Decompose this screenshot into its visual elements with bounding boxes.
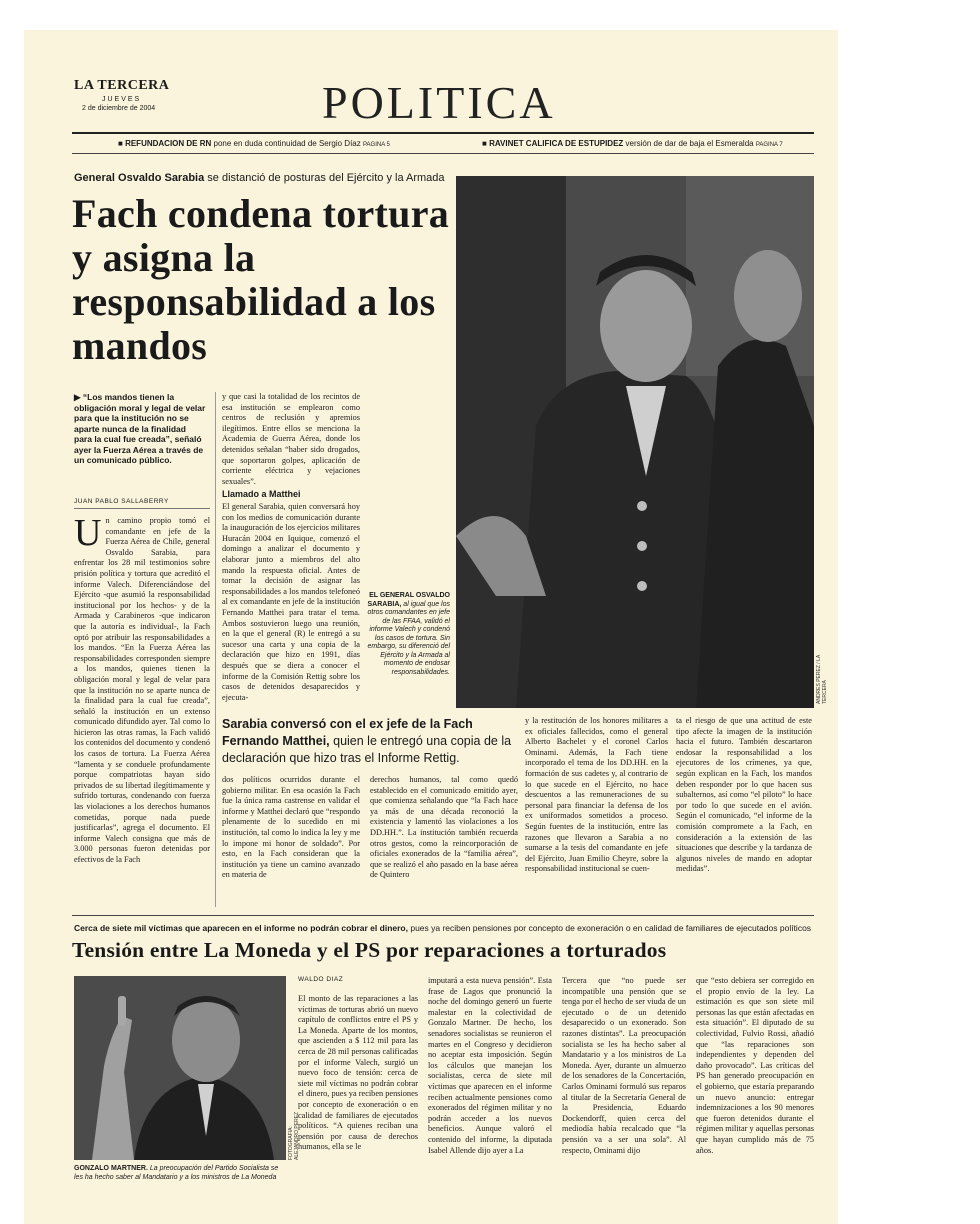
second-column-4: que “esto debiera ser corregido en el propio envío de la ley. La estimación es que son siete mil personas las que están afectadas en esta situación”. El diputado de su colectividad, Fulvio Rossi, añadió que “las reparaciones son independientes y dependen del daño provocado”. Las críticas del PS han generado preocupación en el gobierno, que estaría preparando un nuevo anuncio: entregar indemnizaciones a los 90 menores que fueron detenidos durante el régimen militar y aquellas personas que hayan cumplido más de 75 años. [696,976,814,1155]
photo-caption-text: al igual que los otros comandantes en jefe de las FFAA, validó el informe Valech y condenó los casos de tortura. Sin embargo, su diferenció del Ejército y la Armada al momento de endosar responsabilidades. [367,600,450,676]
teaser-bullet-icon: ■ [118,139,126,148]
pull-quote-rest: quien le entregó una copia de la declaración que hizo tras el Informe Rettig. [222,734,512,765]
main-kicker [74,172,445,184]
teaser-left-page: PAGINA 5 [362,142,390,148]
photo2-illustration [74,976,286,1160]
main-column-2a: y que casi la totalidad de los recintos de esa institución se emplearon como centros de reclusión y apremios ilegítimos. Entre ellos se menciona la Academia de Guerra Aérea, donde los detenidos señalan “haber sido drogados, que soportaron golpes, aplicación de corriente eléctrica y vejaciones sexuales”. [222,392,360,486]
main-column-2b: El general Sarabia, quien conversará hoy con los medios de comunicación durante la inauguración de los ejercicios militares Huracán 2004 en Iquique, comenzó el domingo a analizar el documento y elaborar junto a miembros del alto mando la respuesta oficial. Antes de tomar la decisión de asignar las responsabilidades a los mandos telefoneó al ex comandante en jefe de la institución Fernando Matthei para tratar el tema. Ambos sostuvieron luego una reunión, en la que el general (R) le entregó a su sucesor una carta y una copia de la declaración que hizo en 1991, días después que se diera a conocer el informe de la Comisión Rettig sobre los casos de detenidos desaparecidos y ejecuta- [222,502,360,702]
second-column-2: imputará a esta nueva pensión”. Esta frase de Lagos que pronunció la noche del domingo generó un fuerte malestar en la colectividad de Gonzalo Martner. De hecho, los senadores socialistas se reunieron el martes en el Congreso y decidieron no aceptar esta imposición. Según los cálculos que manejan los socialistas, cerca de siete mil víctimas que aparecen en el informe reciben actualmente pensiones como exonerados del régimen militar y no podrán acceder a los nuevos beneficios. Aunque valoró el contenido del informe, la diputada Isabel Allende dijo ayer a La [428,976,552,1155]
second-kicker-bold: Cerca de siete mil víctimas que aparecen en el informe no podrán cobrar el dinero, [74,923,408,933]
main-column-1 [74,516,210,906]
main-column-3: derechos humanos, tal como quedó establecido en el comunicado emitido ayer, que comienza señalando que “la Fach hace ya más de una década reconoció la existencia y lamentó las violaciones a los DD.HH.”. La institución también recuerda otros gestos, como la reincorporación de oficiales exonerados de la “familia aérea”, que se realizó el año pasado en la base aérea de Quintero [370,775,518,880]
main-subhead: Llamado a Matthei [222,489,301,499]
drop-cap: U [74,516,102,554]
teaser-left [118,139,390,148]
byline-rule [74,508,210,509]
teaser-bullet-icon: ■ [482,139,490,148]
masthead [74,78,169,112]
second-byline: WALDO DIAZ [298,976,344,983]
main-kicker-rest: se distanció de posturas del Ejército y la Armada [204,172,445,184]
second-kicker-rest: pues ya reciben pensiones por concepto de exoneración o en calidad de familiares de ejecutados políticos [407,923,812,933]
photo2-caption-bold: GONZALO MARTNER. [74,1165,148,1172]
photo-caption [362,592,450,677]
main-column-5: ta el riesgo de que una actitud de este tipo afecte la imagen de la institución hacia el futuro. También descartaron endosar la responsabilidad a los ejecutores de los crímenes, ya que, según explican en la Fach, los mandos deben responder por lo que hacen sus subalternos, así como “el piloto” lo hace por todo lo que sucede en el avión. Según el comunicado, “el informe de la comisión compromete a la Fach, en consideración a la extensión de las situaciones que describe y la tardanza de algunos niveles de mando en adoptar medidas”. [676,716,812,874]
weekday: JUEVES [102,96,142,103]
masthead-rule [72,132,814,134]
second-kicker [74,923,811,933]
photo2-caption-text: La preocupación del Partido Socialista se les ha hecho saber al Mandatario y a los ministros de La Moneda [74,1165,279,1181]
section-title: POLITICA [322,77,556,128]
teaser-rule [72,153,814,154]
main-summary-text: “Los mandos tienen la obligación moral y legal de velar para que la institución no se aparte nunca de la finalidad para la cual fue creada”, señaló ayer la Fuerza Aérea a través de un comunicado público. [74,392,206,465]
photo-caption-bold: EL GENERAL OSVALDO SARABIA, [367,592,450,608]
main-byline: JUAN PABLO SALLABERRY [74,498,169,505]
teaser-left-bold: REFUNDACION DE RN [125,139,212,148]
martner-photo [74,976,286,1160]
photo2-credit: FOTOGRAFIA: ALEJANDRO PEREZ [288,1111,300,1160]
story-divider [72,915,814,916]
issue-date: 2 de diciembre de 2004 [82,105,156,112]
column-divider [215,392,216,907]
arrow-icon: ▶ [74,392,83,402]
photo-illustration [456,176,814,708]
second-headline: Tensión entre La Moneda y el PS por reparaciones a torturados [72,938,667,962]
teaser-right-page: PAGINA 7 [755,142,783,148]
teaser-left-text: pone en duda continuidad de Sergio Díaz [211,139,363,148]
main-headline: Fach condena tortura y asigna la responsabilidad a los mandos [72,191,450,368]
main-kicker-bold: General Osvaldo Sarabia [74,172,205,184]
main-column-2c: dos políticos ocurridos durante el gobierno militar. En esa ocasión la Fach fue la única rama castrense en validar el informe y Matthei declaró que “respondo plenamente de lo sucedido en mi institución, tal como lo indica la ley y me lo impone mi honor de soldado”. Por esto, en la Fach consideran que la institución ya tiene un camino avanzado en materia de [222,775,360,880]
teaser-right [482,139,783,148]
main-summary [74,392,206,466]
photo-credit: ANDRES PEREZ / LA TERCERA [816,655,828,704]
teaser-right-text: versión de dar de baja el Esmeralda [623,139,756,148]
general-sarabia-photo [456,176,814,708]
main-column-1-text: n camino propio tomó el comandante en jefe de la Fuerza Aérea de Chile, general Osvaldo Sarabia, para enfrentar los 28 mil testimonios sobre prisión política y tortura que acreditó el informe Valech. Diferenciándose del Ejército -que asumió la responsabilidad institucional por los hechos- y de la Armada y Carabineros -que indicaron que la autoría es individual-, la Fach optó por atribuir las responsabilidades a los mandos. “En la Fuerza Aérea las responsabilidades corresponden siempre a los mandos, quienes tienen la obligación moral y legal de velar para que la institución no se aparte nunca de la finalidad para la cual fue creada”, señaló la institución en un extenso comunicado difundido ayer. Tal como lo hicieron las otras ramas, la Fach validó los contenidos del documento y condenó los casos de tortura. La Fuerza Aérea “lamenta y se conduele profundamente porque compatriotas hayan sido privados de su libertad ilegítimamente y sufrido torturas, condenando con fuerza las violaciones a los derechos humanos cometidas, porque nada puede justificarlas”, agrega el documento. El informe Valech consigna que más de 3.000 personas fueron detenidas por efectivos de la Fach [74,516,210,864]
paper-name: LA TERCERA [74,78,170,93]
main-column-4: y la restitución de los honores militares a ex oficiales fallecidos, como el general Alberto Bachelet y el coronel Carlos Ominami. Además, la Fach tiene incorporado el tema de los DD.HH. en la formación de sus cadetes y, al contrario de lo que sucede en el Ejército, no hace descuentos a las remuneraciones de su personal para financiar la defensa de los ex uniformados sometidos a proceso. Según fuentes de la institución, entre las razones que llevaron a Sarabia a no sumarse a la tesis del comandante en jefe del Ejército, Juan Emilio Cheyre, sobre la responsabilidad institucional se cuen- [525,716,668,874]
teaser-right-bold: RAVINET CALIFICA DE ESTUPIDEZ [489,139,624,148]
pull-quote-bold: Sarabia conversó con el ex jefe de la Fach Fernando Matthei, [222,717,473,748]
second-column-3: Tercera que “no puede ser incompatible una pensión que se tenga por el hecho de ser viuda de un ejecutado o de un detenido desaparecido o un exonerado. Son razones distintas”. La preocupación socialista se les ha hecho saber al Mandatario y a los ministros de La Moneda. Ayer, durante un almuerzo de los senadores de la Concertación, Carlos Ominami formuló sus reparos al titular de la Secretaría General de la Presidencia, Eduardo Dockendorff, quien cerca del mediodía había recalcado que “la pensión va a ser una sola”. Al respecto, Ominami dijo [562,976,686,1155]
second-column-1: El monto de las reparaciones a las víctimas de torturas abrió un nuevo capítulo de conflictos entre el PS y La Moneda. Aparte de los montos, que ascienden a $ 112 mil para las cerca de 28 mil personas calificadas por el informe Valech, surgió un nuevo foco de tensión: cerca de siete mil víctimas no podrán cobrar el dinero, pues ya reciben pensiones por concepto de exoneración o en calidad de familiares de ejecutados políticos. “A quienes reciban una pensión por causa de derechos humanos, ella se le [298,994,418,1152]
photo2-caption [74,1164,286,1182]
pull-quote [222,716,518,767]
